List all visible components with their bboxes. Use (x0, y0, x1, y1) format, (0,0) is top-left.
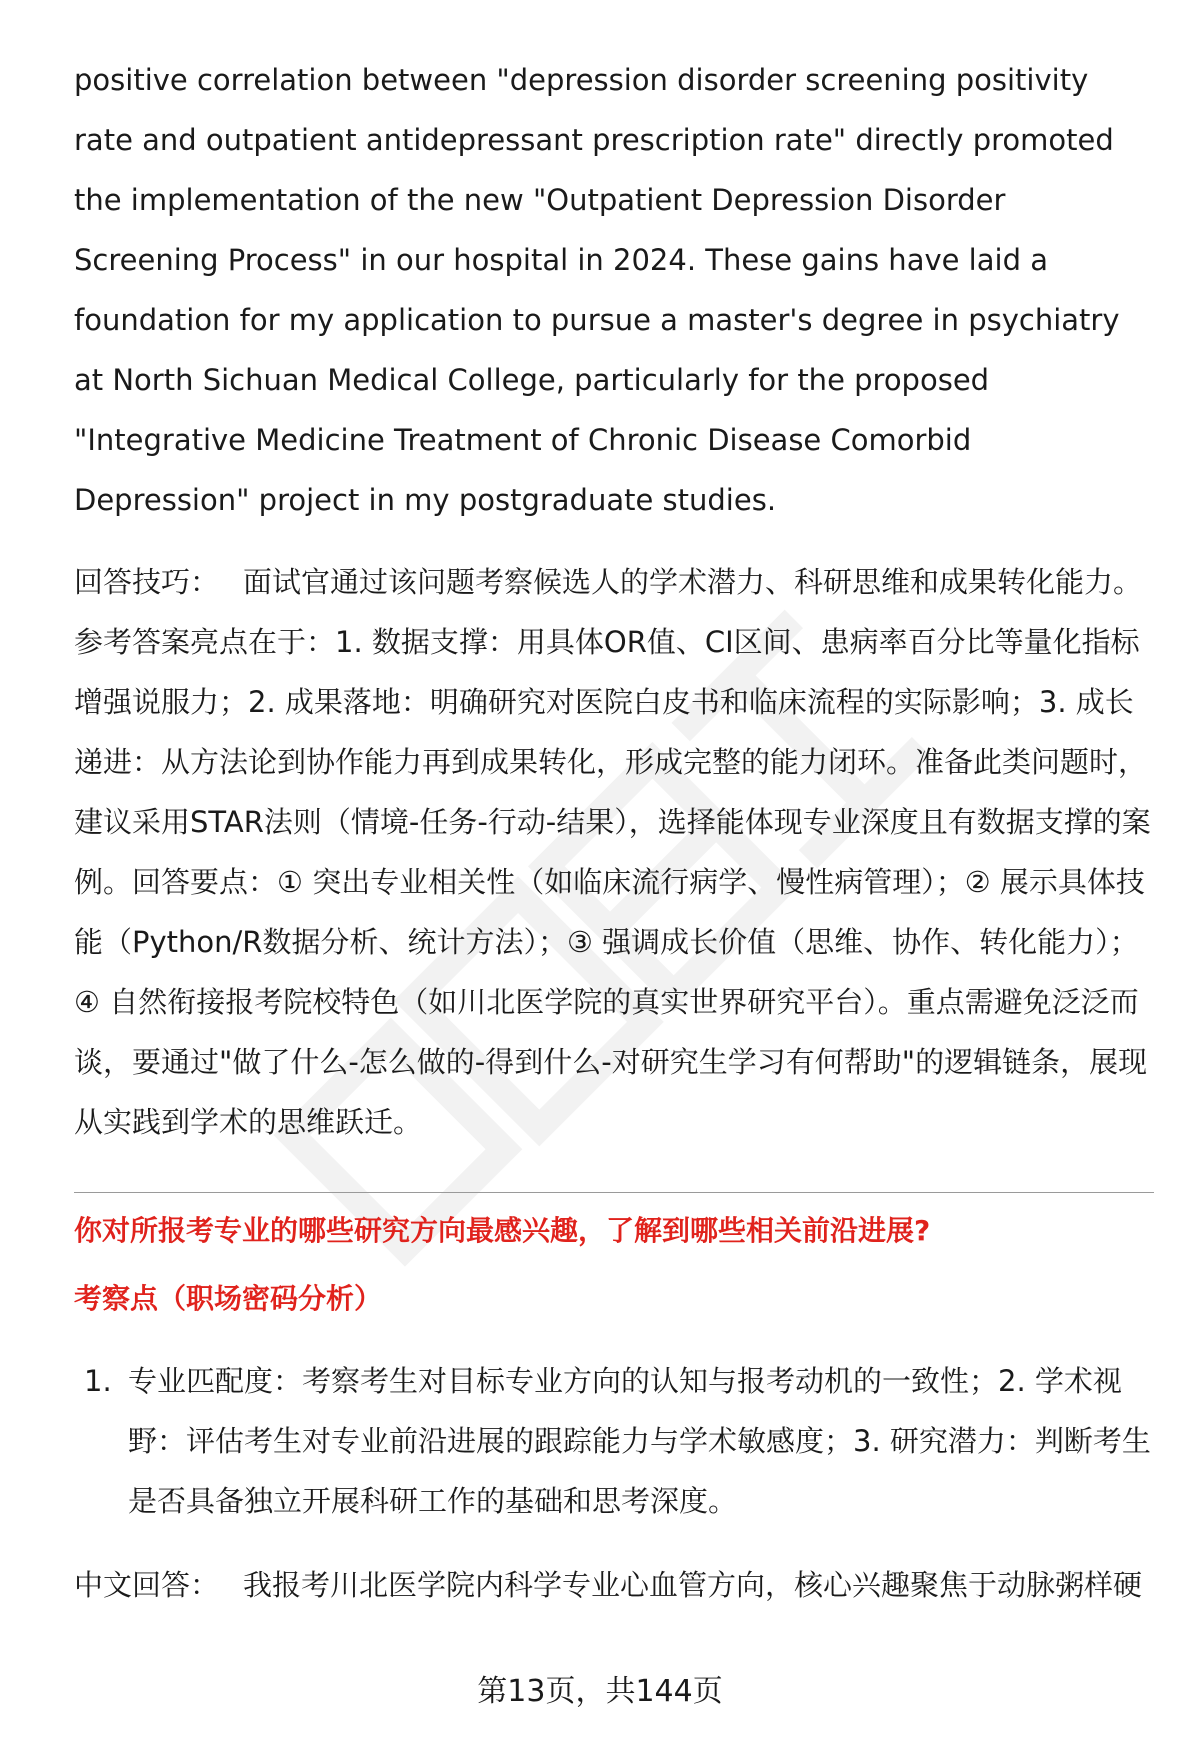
exam-point-list (74, 1351, 1154, 1531)
list-item-number: 1. (84, 1364, 112, 1398)
list-item-text: 专业匹配度：考察考生对目标专业方向的认知与报考动机的一致性；2. 学术视野：评估考生对专业前沿进展的跟踪能力与学术敏感度；3. 研究潜力：判断考生是否具备独立开展科研工作的基础和思考深度。 (128, 1364, 1151, 1518)
list-item (74, 1351, 1154, 1531)
exam-point-heading: 考察点（职场密码分析） (74, 1282, 383, 1315)
document-page (74, 50, 1154, 1615)
section-divider (74, 1192, 1154, 1193)
chinese-answer-text: 我报考川北医学院内科学专业心血管方向，核心兴趣聚焦于动脉粥样硬 (243, 1568, 1143, 1602)
intro-paragraph: positive correlation between "depression disorder screening positivity rate and outpatient antidepressant prescription rate" directly promoted the implementation of the new "Outpatient Depression Disorder Screening Process" in our hospital in 2024. These gains have laid a foundation for my application to pursue a master's degree in psychiatry at North Sichuan Medical College, particularly for the proposed "Integrative Medicine Treatment of Chronic Disease Comorbid Depression" project in my postgraduate studies. (74, 63, 1120, 517)
interview-question: 你对所报考专业的哪些研究方向最感兴趣，了解到哪些相关前沿进展? (74, 1214, 931, 1247)
chinese-answer-label: 中文回答： (74, 1568, 220, 1602)
answer-tips-paragraph (74, 552, 1154, 1152)
page-number-footer: 第13页，共144页 (477, 1674, 723, 1709)
answer-tips-label: 回答技巧： (74, 565, 220, 599)
chinese-answer-paragraph (74, 1555, 1154, 1615)
answer-tips-text: 面试官通过该问题考察候选人的学术潜力、科研思维和成果转化能力。参考答案亮点在于：1. 数据支撑：用具体OR值、CI区间、患病率百分比等量化指标增强说服力；2. 成果落地：明确研究对医院白皮书和临床流程的实际影响；3. 成长递进：从方法论到协作能力再到成果转化，形成完整的能力闭环。准备此类问题时，建议采用STAR法则（情境-任务-行动-结果），选择能体现专业深度且有数据支撑的案例。回答要点：① 突出专业相关性（如临床流行病学、慢性病管理）；② 展示具体技能（Python/R数据分析、统计方法）；③ 强调成长价值（思维、协作、转化能力）；④ 自然衔接报考院校特色（如川北医学院的真实世界研究平台）。重点需避免泛泛而谈，要通过"做了什么-怎么做的-得到什么-对研究生学习有何帮助"的逻辑链条，展现从实践到学术的思维跃迁。 (74, 565, 1151, 1139)
